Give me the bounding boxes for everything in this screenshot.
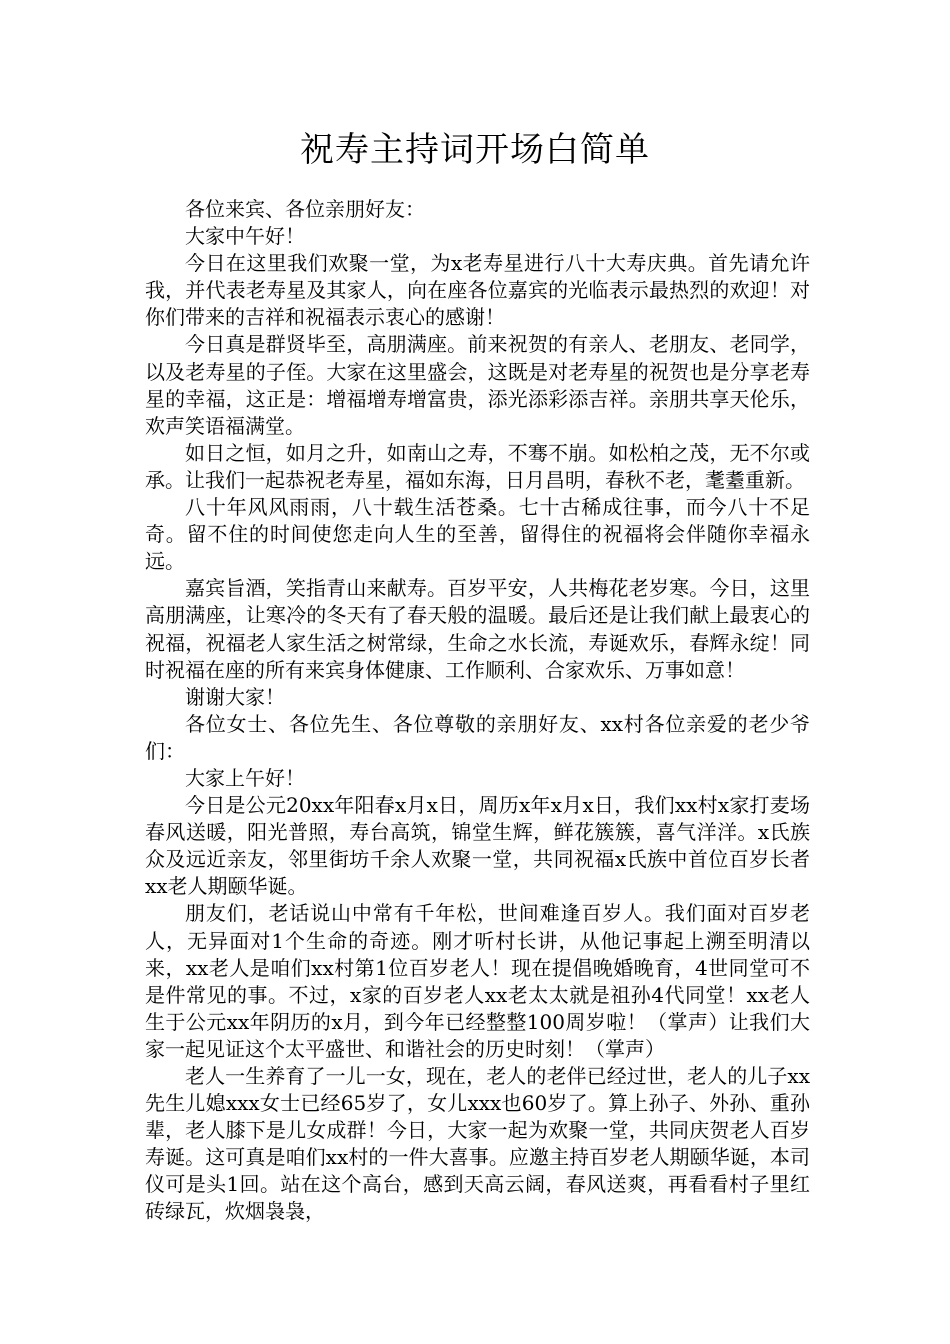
paragraph-date: 今日是公元20xx年阳春x月x日，周历x年x月x日，我们xx村x家打麦场春风送暖，阳光普照，寿台高筑，锦堂生辉，鲜花簇簇，喜气洋洋。x氏族众及远近亲友，邻里街坊千余人欢聚一堂，共同祝福x氏族中首位百岁长者xx老人期颐华诞。 xyxy=(145,793,810,899)
paragraph-good-noon: 大家中午好！ xyxy=(185,224,305,249)
paragraph-good-morning: 大家上午好！ xyxy=(185,765,305,790)
paragraph-family: 老人一生养育了一儿一女，现在，老人的老伴已经过世，老人的儿子xx先生儿媳xxx女士已经65岁了，女儿xxx也60岁了。算上孙子、外孙、重孙辈，老人膝下是儿女成群！今日，大家一起为欢聚一堂，共同庆贺老人百岁寿诞。这可真是咱们xx村的一件大喜事。应邀主持百岁老人期颐华诞，本司仪可是头1回。站在这个高台，感到天高云阔，春风送爽，再看看村子里红砖绿瓦，炊烟袅袅， xyxy=(145,1064,810,1224)
paragraph-blessing: 如日之恒，如月之升，如南山之寿，不骞不崩。如松柏之茂，无不尔或承。让我们一起恭祝老寿星，福如东海，日月昌明，春秋不老，耄耋重新。 xyxy=(145,440,810,492)
paragraph-closing-wishes: 嘉宾旨酒，笑指青山来献寿。百岁平安，人共梅花老岁寒。今日，这里高朋满座，让寒冷的冬天有了春天般的温暖。最后还是让我们献上最衷心的祝福，祝福老人家生活之树常绿，生命之水长流，寿诞欢乐，春辉永绽！同时祝福在座的所有来宾身体健康、工作顺利、合家欢乐、万事如意！ xyxy=(145,576,810,682)
paragraph-greeting: 各位来宾、各位亲朋好友： xyxy=(185,197,425,221)
document-body xyxy=(145,196,810,1226)
paragraph-thanks: 谢谢大家！ xyxy=(185,684,285,709)
paragraph-eighty-years: 八十年风风雨雨，八十载生活苍桑。七十古稀成往事，而今八十不足奇。留不住的时间使您走向人生的至善，留得住的祝福将会伴随你幸福永远。 xyxy=(145,495,810,574)
document-title: 祝寿主持词开场白简单 xyxy=(300,130,650,170)
paragraph-centenarian: 朋友们，老话说山中常有千年松，世间难逢百岁人。我们面对百岁老人，无异面对1个生命的奇迹。刚才听村长讲，从他记事起上溯至明清以来，xx老人是咱们xx村第1位百岁老人！现在提倡晚婚晚育，4世同堂可不是件常见的事。不过，x家的百岁老人xx老太太就是祖孙4代同堂！xx老人生于公元xx年阴历的x月，到今年已经整整100周岁啦！（掌声）让我们大家一起见证这个太平盛世、和谐社会的历史时刻！（掌声） xyxy=(145,901,810,1061)
paragraph-second-greeting: 各位女士、各位先生、各位尊敬的亲朋好友、xx村各位亲爱的老少爷们： xyxy=(145,711,810,763)
paragraph-guests: 今日真是群贤毕至，高朋满座。前来祝贺的有亲人、老朋友、老同学，以及老寿星的子侄。大家在这里盛会，这既是对老寿星的祝贺也是分享老寿星的幸福，这正是：增福增寿增富贵，添光添彩添吉祥。亲朋共享天伦乐，欢声笑语福满堂。 xyxy=(145,332,810,438)
paragraph-welcome: 今日在这里我们欢聚一堂，为x老寿星进行八十大寿庆典。首先请允许我，并代表老寿星及其家人，向在座各位嘉宾的光临表示最热烈的欢迎！对你们带来的吉祥和祝福表示衷心的感谢！ xyxy=(145,251,810,330)
